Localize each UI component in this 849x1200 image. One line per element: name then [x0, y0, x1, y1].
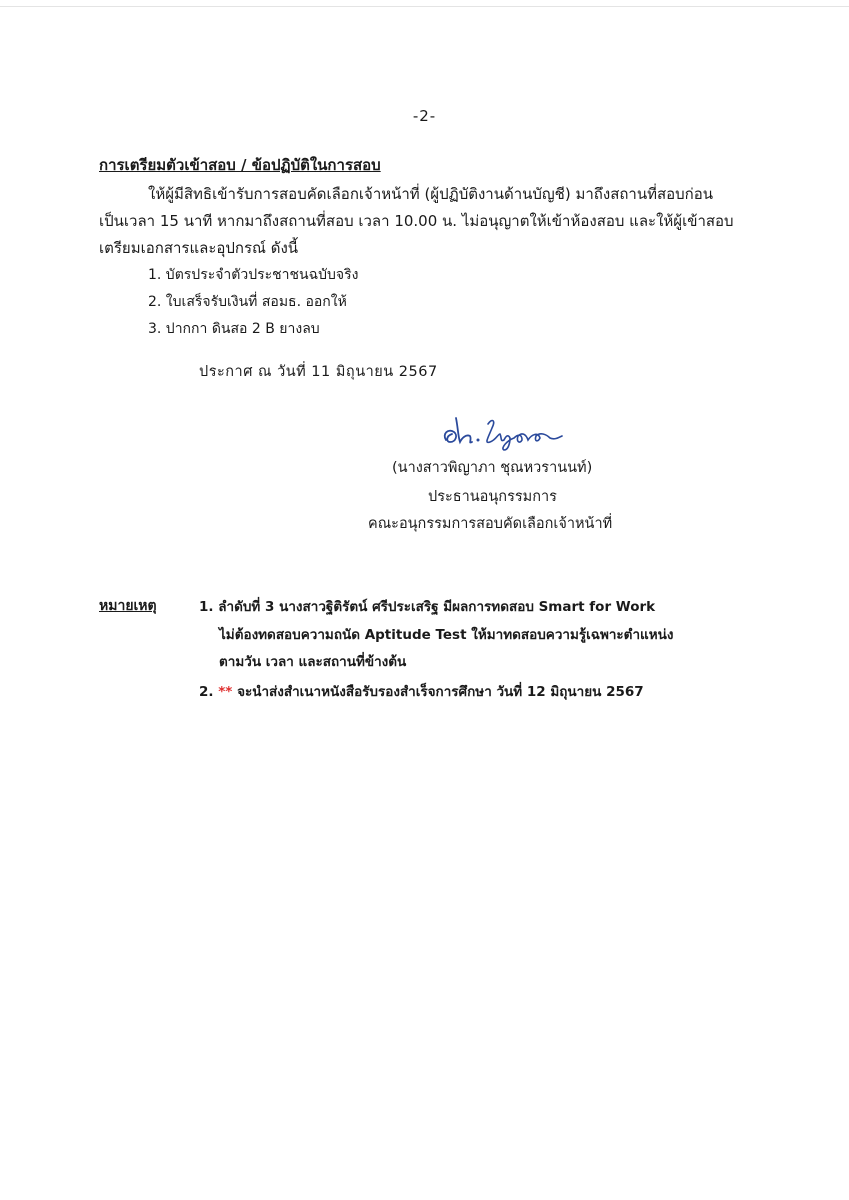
remark-1-line-1: 1. ลำดับที่ 3 นางสาวฐิติรัตน์ ศรีประเสริฐ มีผลการทดสอบ Smart for Work	[199, 599, 656, 615]
remark-2-text: จะนำส่งสำเนาหนังสือรับรองสำเร็จการศึกษา วันที่ 12 มิถุนายน 2567	[237, 684, 644, 700]
remark-1-line-3: ตามวัน เวลา และสถานที่ข้างต้น	[219, 654, 407, 670]
remark-2-stars: **	[218, 684, 233, 700]
announcement-date: ประกาศ ณ วันที่ 11 มิถุนายน 2567	[199, 364, 438, 380]
paragraph-line-3: เตรียมเอกสารและอุปกรณ์ ดังนี้	[99, 239, 299, 257]
remark-2-number: 2.	[199, 684, 214, 700]
list-item: 3. ปากกา ดินสอ 2 B ยางลบ	[148, 321, 320, 337]
remarks-label: หมายเหตุ	[99, 598, 157, 614]
remark-2	[199, 680, 644, 702]
remark-1-line-2: ไม่ต้องทดสอบความถนัด Aptitude Test ให้มาทดสอบความรู้เฉพาะตำแหน่ง	[219, 627, 674, 643]
list-item: 2. ใบเสร็จรับเงินที่ สอมธ. ออกให้	[148, 294, 347, 310]
signatory-name: (นางสาวพิญาภา ชุณหวรานนท์)	[392, 460, 593, 476]
paragraph-line-2: เป็นเวลา 15 นาที หากมาถึงสถานที่สอบ เวลา 10.00 น. ไม่อนุญาตให้เข้าห้องสอบ และให้ผู้เข้าสอบ	[99, 212, 734, 230]
section-heading: การเตรียมตัวเข้าสอบ / ข้อปฏิบัติในการสอบ	[99, 156, 381, 174]
paragraph-line-1: ให้ผู้มีสิทธิเข้ารับการสอบคัดเลือกเจ้าหน้าที่ (ผู้ปฏิบัติงานด้านบัญชี) มาถึงสถานที่สอบก่อน	[148, 185, 714, 203]
signatory-committee: คณะอนุกรรมการสอบคัดเลือกเจ้าหน้าที่	[368, 516, 613, 532]
handwritten-signature	[438, 412, 568, 452]
list-item: 1. บัตรประจำตัวประชาชนฉบับจริง	[148, 267, 359, 283]
scan-edge-line	[0, 6, 849, 7]
page-number: -2-	[412, 107, 437, 125]
signatory-position: ประธานอนุกรรมการ	[428, 489, 557, 505]
